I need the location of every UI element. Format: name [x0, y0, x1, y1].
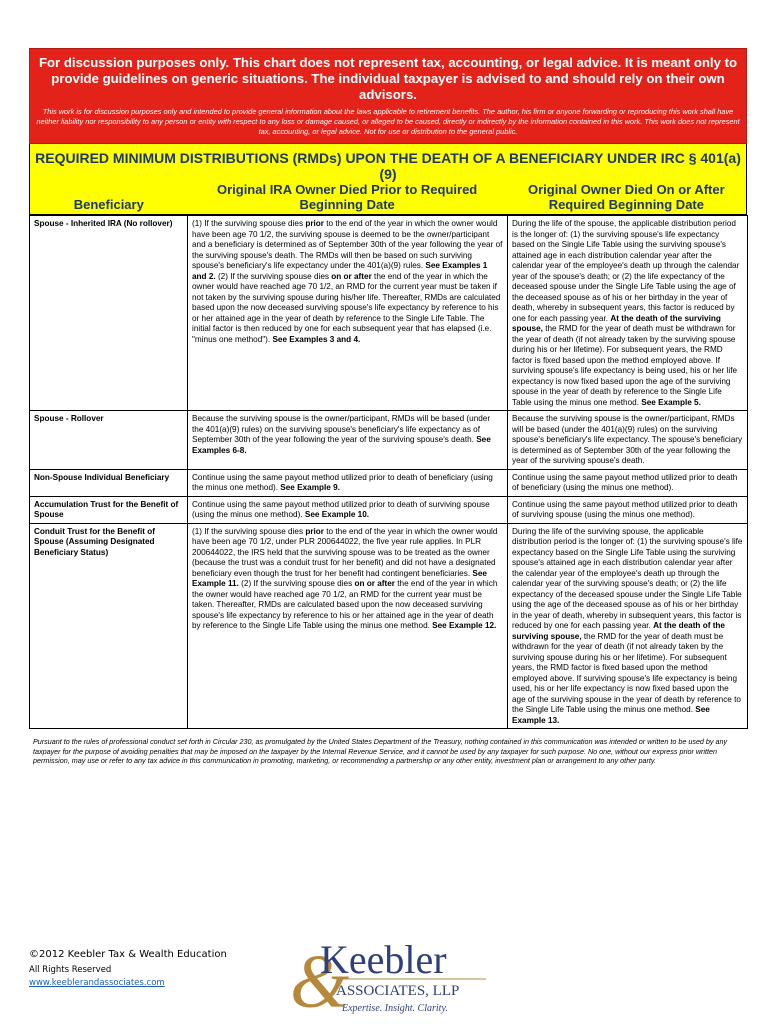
logo-ampersand: & — [290, 940, 350, 1020]
bold-text-run: See Example 12. — [432, 621, 497, 630]
logo-sub: ASSOCIATES, LLP — [336, 983, 460, 999]
bold-text-run: See Example 11. — [192, 568, 487, 588]
page-title: REQUIRED MINIMUM DISTRIBUTIONS (RMDs) UPON THE DEATH OF A BENEFICIARY UNDER IRC § 401(a)(9) — [35, 150, 741, 182]
beneficiary-cell: Non-Spouse Individual Beneficiary — [30, 469, 188, 496]
circular-230-footnote: Pursuant to the rules of professional conduct set forth in Circular 230, as promulgated by the United States Department of the Treasury, nothing contained in this communication was intended or written to be used by any taxpayer for the purpose of avoiding penalties that may be imposed on the taxpayer by the Internal Revenue Service, and it cannot be used by any taxpayer for such purpose. No one, without our express prior written permission, may use or refer to any tax advice in this communication in promoting, marketing, or recommending a partnership or any other entity, investment plan or arrangement to any other party. — [33, 737, 728, 766]
document-page — [29, 48, 747, 766]
text-run: to the end of the year in which the owner would have been age 70 1/2, under PLR 200644022, the five year rule applies. In PLR 200644022, the IRS held that the surviving spouse was to be treated as the owner (because the trust was a conduit trust for her benefit) and did not have a designated beneficiary even though the trust for her benefit had contingent beneficiaries. — [192, 526, 498, 578]
bold-text-run: At the death of the surviving spouse, — [512, 313, 721, 333]
text-run: Continue using the same payout method utilized prior to death of beneficiary (using the minus one method). — [192, 472, 493, 492]
copyright-text: ©2012 Keebler Tax & Wealth Education — [29, 949, 227, 960]
prior-cell — [188, 496, 508, 523]
after-cell — [508, 496, 748, 523]
bold-text-run: See Example 10. — [304, 510, 370, 519]
table-row — [30, 216, 748, 411]
beneficiary-cell: Conduit Trust for the Benefit of Spouse (Assuming Designated Beneficiary Status) — [30, 523, 188, 729]
bold-text-run: prior — [305, 526, 324, 536]
text-run: the RMD for the year of death must be withdrawn for the year of death (if not already taken by the surviving spouse during his or her lifetime). For subsequent years, the RMD factor is fixed based upon the method employed above. If surviving spouse's life expectancy is being used, his or her life expectancy is now fixed based upon the age of the surviving spouse in the year of death by reference to the Single Life Table using the minus one method. — [512, 631, 741, 714]
text-run: (2) If the surviving spouse dies — [238, 579, 355, 588]
disclaimer-banner — [29, 48, 747, 144]
bold-text-run: See Examples 1 and 2. — [192, 261, 488, 281]
prior-cell — [188, 469, 508, 496]
banner-disclaimer: This work is for discussion purposes only and intended to provide general information about the laws applicable to retirement benefits. The author, his firm or anyone forwarding or reproducing this work shall have neither liability nor responsibility to any person or entity with respect to any loss or damage caused, or alleged to be caused, directly or indirectly by the information contained in this work. This work does not represent tax, accounting, or legal advice. Not for use or distribution to the general public. — [36, 107, 740, 136]
after-cell — [508, 523, 748, 729]
bold-text-run: See Example 9. — [280, 483, 340, 492]
table-row — [30, 523, 748, 729]
beneficiary-cell: Accumulation Trust for the Benefit of Spouse — [30, 496, 188, 523]
text-run: During the life of the spouse, the applicable distribution period is the longer of: (1) the surviving spouse's life expectancy based on the Single Life Table using the surviving spouse's attained age in each distribution calendar year after the calendar year of the employee's death up through the calendar year of the spouse's death; or (2) the life expectancy of the deceased spouse under the Single Life Table using the age of the deceased spouse as of his or her birthday in the year of death, whereby in subsequent years, this factor is reduced by one for each passing year. — [512, 219, 740, 323]
text-run: (2) If the surviving spouse dies — [215, 271, 332, 281]
footer-copyright-block — [29, 948, 227, 990]
text-run: the RMD for the year of death must be withdrawn for the year of death (if not already taken by the surviving spouse during his or her lifetime). For subsequent years, the RMD factor is fixed based upon the method employed above. If surviving spouse's life expectancy is being used, his or her life expectancy is now fixed based upon the age of the surviving spouse in the year of death by reference to the Single Life Table using the minus one method. — [512, 324, 738, 407]
text-run: Because the surviving spouse is the owner/participant, RMDs will be based (under the 401(a)(9) rules) on the surviving spouse's beneficiary's life expectancy. The spouse's beneficiary is determined as of September 30th of the year following the year of the surviving spouse's death. — [512, 414, 743, 465]
text-run: to the end of the year in which the owner would have been age 70 1/2, the surviving spouse is deemed to be the owner/participant and a beneficiary is determined as of September 30th of the year following the year of the surviving spouse's death. The RMDs will then be based on such surviving spouse's beneficiary's life expectancy under the 401(a)(9) rules. — [192, 219, 503, 270]
after-cell — [508, 216, 748, 411]
beneficiary-cell: Spouse - Inherited IRA (No rollover) — [30, 216, 188, 411]
banner-headline: For discussion purposes only. This chart does not represent tax, accounting, or legal advice. It is meant only to provide guidelines on generic situations. The individual taxpayer is advised to and should rely on their own advisors. — [38, 55, 738, 102]
bold-text-run: See Examples 3 and 4. — [272, 334, 361, 344]
rights-text: All Rights Reserved — [29, 965, 112, 975]
website-link[interactable]: www.keeblerandassociates.com — [29, 978, 165, 988]
column-header-beneficiary: Beneficiary — [73, 197, 144, 212]
bold-text-run: See Examples 6-8. — [192, 435, 491, 455]
text-run: the end of the year in which the owner would have reached age 70 1/2, an RMD for the current year must be taken. Thereafter, RMDs are calculated based upon the now deceased surviving spouse's life expectancy by reference to his or her attained age in the year of death by reference to the Single Life Table using the minus one method. — [192, 579, 498, 630]
table-row — [30, 469, 748, 496]
bold-text-run: on or after — [331, 271, 372, 281]
bold-text-run: prior — [305, 219, 324, 228]
column-header-after: Original Owner Died On or After Required Beginning Date — [527, 182, 725, 212]
prior-cell — [188, 411, 508, 470]
column-headers — [30, 182, 746, 214]
table-row — [30, 496, 748, 523]
beneficiary-cell: Spouse - Rollover — [30, 411, 188, 470]
bold-text-run: See Example 5. — [641, 397, 701, 407]
text-run: (1) If the surviving spouse dies — [192, 219, 306, 228]
prior-cell — [188, 523, 508, 729]
text-run: Because the surviving spouse is the owner/participant, RMDs will be based (under the 401(a)(9) rules) on the surviving spouse's beneficiary's life expectancy as of September 30th of the year following the year of the surviving spouse's death. — [192, 414, 491, 444]
table-header-band — [29, 144, 747, 215]
prior-cell — [188, 216, 508, 411]
bold-text-run: See Example 13. — [512, 705, 710, 725]
bold-text-run: on or after — [354, 579, 395, 588]
after-cell — [508, 411, 748, 470]
text-run: Continue using the same payout method utilized prior to death of beneficiary (using the minus one method). — [512, 472, 738, 492]
text-run: Continue using the same payout method utilized prior to death of surviving spouse (using the minus one method). — [192, 499, 490, 519]
rmd-table — [29, 215, 748, 729]
keebler-logo — [290, 935, 490, 1020]
column-header-prior: Original IRA Owner Died Prior to Required Beginning Date — [216, 182, 478, 212]
after-cell — [508, 469, 748, 496]
text-run: (1) If the surviving spouse dies — [192, 526, 306, 536]
text-run: the end of the year in which the owner would have reached age 70 1/2, an RMD for the current year must be taken if not taken by the surviving spouse during his/her life. Thereafter, RMDs are calculated based upon the now deceased surviving spouse's life expectancy by reference to his or her attained age in the year of death by reference to the Single Life Table. The initial factor is then reduced by one for each subsequent year that has elapsed (i.e. "minus one method"). — [192, 271, 501, 344]
text-run: Continue using the same payout method utilized prior to death of surviving spouse (using the minus one method). — [512, 499, 738, 519]
table-row — [30, 411, 748, 470]
text-run: During the life of the surviving spouse, the applicable distribution period is the longer of: (1) the surviving spouse's life expectancy based on the Single Life Table using the surviving spouse's attained age in each distribution calendar year after the calendar year of the employee's death up through the calendar year of the surviving spouse's death; or (2) the life expectancy of the deceased spouse under the Single Life Table using the age of the deceased spouse as of his or her birthday in the year of death, whereby in subsequent years, this factor is reduced by one for each passing year. — [512, 526, 743, 630]
bold-text-run: At the death of the surviving spouse, — [512, 621, 725, 641]
logo-tagline: Expertise. Insight. Clarity. — [342, 1003, 448, 1014]
logo-name: Keebler — [320, 937, 447, 982]
